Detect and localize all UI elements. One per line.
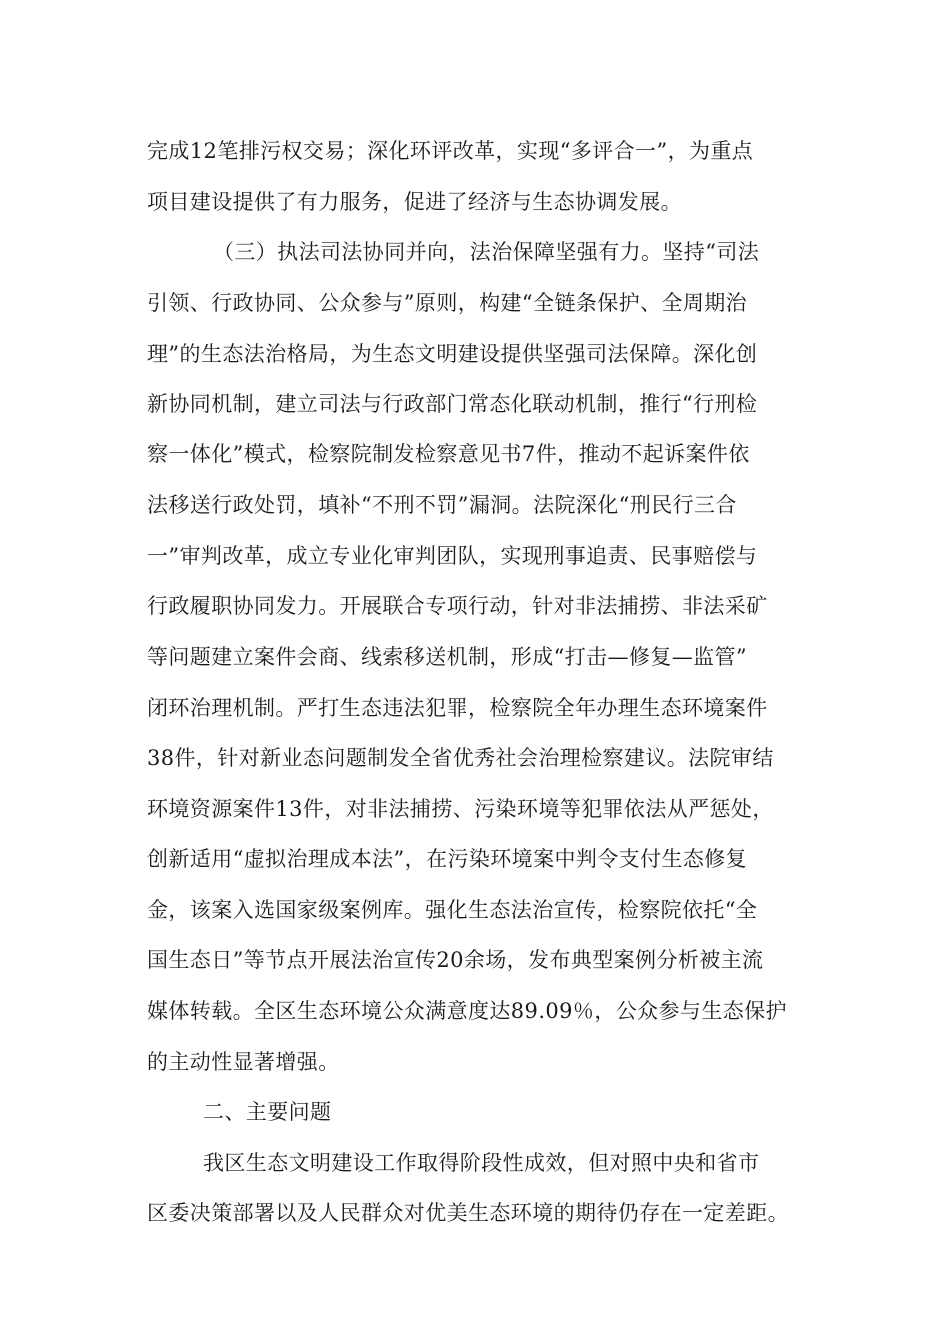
section-heading-3: （三）执法司法协同并向，法治保障坚强有力。坚持“司法 — [213, 240, 760, 264]
text-line: 环境资源案件13件，对非法捕捞、污染环境等犯罪依法从严惩处， — [147, 797, 774, 821]
text-line: 行政履职协同发力。开展联合专项行动，针对非法捕捞、非法采矿 — [147, 594, 768, 618]
text-line: 引领、行政协同、公众参与”原则，构建“全链条保护、全周期治 — [147, 291, 748, 315]
text-line: 察一体化”模式，检察院制发检察意见书7件，推动不起诉案件依 — [147, 442, 750, 466]
text-line: 项目建设提供了有力服务，促进了经济与生态协调发展。 — [147, 190, 682, 214]
text-line: 的主动性显著增强。 — [147, 1050, 340, 1074]
text-line: 完成12笔排污权交易；深化环评改革，实现“多评合一”，为重点 — [147, 139, 754, 163]
text-line: 闭环治理机制。严打生态违法犯罪，检察院全年办理生态环境案件 — [147, 696, 768, 720]
text-line: 我区生态文明建设工作取得阶段性成效，但对照中央和省市 — [203, 1151, 760, 1175]
text-line: 等问题建立案件会商、线索移送机制，形成“打击—修复—监管” — [147, 645, 748, 669]
text-line: 国生态日”等节点开展法治宣传20余场，发布典型案例分析被主流 — [147, 948, 764, 972]
text-line: 创新适用“虚拟治理成本法”，在污染环境案中判令支付生态修复 — [147, 847, 748, 871]
text-line: 媒体转载。全区生态环境公众满意度达89.09％，公众参与生态保护 — [147, 999, 787, 1023]
text-line: 金，该案入选国家级案例库。强化生态法治宣传，检察院依托“全 — [147, 898, 758, 922]
text-line: 38件，针对新业态问题制发全省优秀社会治理检察建议。法院审结 — [147, 746, 774, 770]
text-line: 新协同机制，建立司法与行政部门常态化联动机制，推行“行刑检 — [147, 392, 758, 416]
text-line: 区委决策部署以及人民群众对优美生态环境的期待仍存在一定差距。 — [147, 1201, 789, 1225]
text-line: 法移送行政处罚，填补“不刑不罚”漏洞。法院深化“刑民行三合 — [147, 493, 737, 517]
section-heading-2: 二、主要问题 — [203, 1100, 332, 1124]
text-line: 一”审判改革，成立专业化审判团队，实现刑事追责、民事赔偿与 — [147, 544, 758, 568]
text-line: 理”的生态法治格局，为生态文明建设提供坚强司法保障。深化创 — [147, 342, 758, 366]
